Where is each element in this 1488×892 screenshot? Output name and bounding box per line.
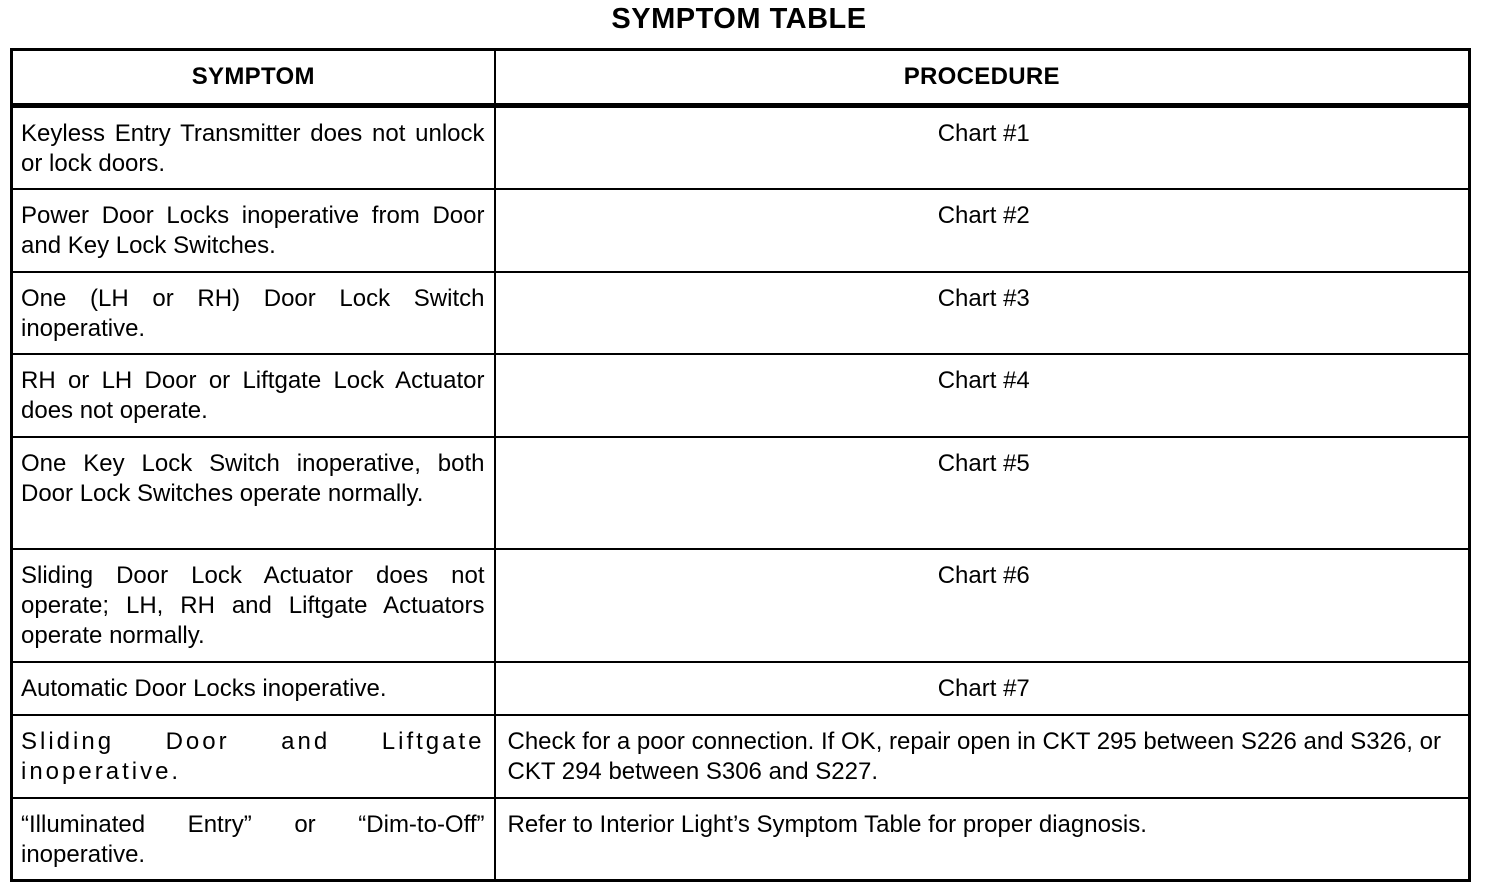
- table-row: [12, 437, 1470, 549]
- procedure-cell: Chart #7: [495, 662, 1470, 715]
- symptom-cell: “Illuminated Entry” or “Dim-to-Off” inoperative.: [12, 798, 495, 881]
- table-row: [12, 549, 1470, 662]
- procedure-cell: Check for a poor connection. If OK, repair open in CKT 295 between S226 and S326, or CKT 294 between S306 and S227.: [495, 715, 1470, 798]
- column-header-symptom: SYMPTOM: [12, 50, 495, 106]
- table-row: [12, 106, 1470, 189]
- procedure-cell: Chart #2: [495, 189, 1470, 272]
- table-row: [12, 354, 1470, 437]
- symptom-cell: Sliding Door Lock Actuator does not operate; LH, RH and Liftgate Actuators operate normally.: [12, 549, 495, 662]
- table-row: [12, 715, 1470, 798]
- table-row: [12, 798, 1470, 881]
- column-header-procedure: PROCEDURE: [495, 50, 1470, 106]
- procedure-cell: Chart #3: [495, 272, 1470, 354]
- procedure-cell: Refer to Interior Light’s Symptom Table for proper diagnosis.: [495, 798, 1470, 881]
- symptom-cell: Sliding Door and Liftgate inoperative.: [12, 715, 495, 798]
- procedure-cell: Chart #1: [495, 106, 1470, 189]
- symptom-cell: One (LH or RH) Door Lock Switch inoperative.: [12, 272, 495, 354]
- table-row: [12, 272, 1470, 354]
- procedure-cell: Chart #5: [495, 437, 1470, 549]
- symptom-cell: RH or LH Door or Liftgate Lock Actuator does not operate.: [12, 354, 495, 437]
- procedure-cell: Chart #4: [495, 354, 1470, 437]
- table-row: [12, 189, 1470, 272]
- table-row: [12, 662, 1470, 715]
- page-title: SYMPTOM TABLE: [611, 3, 867, 35]
- symptom-table: [10, 48, 1471, 882]
- symptom-cell: Power Door Locks inoperative from Door and Key Lock Switches.: [12, 189, 495, 272]
- procedure-cell: Chart #6: [495, 549, 1470, 662]
- symptom-cell: Automatic Door Locks inoperative.: [12, 662, 495, 715]
- symptom-cell: Keyless Entry Transmitter does not unlock or lock doors.: [12, 106, 495, 189]
- table-header-row: [12, 50, 1470, 106]
- symptom-cell: One Key Lock Switch inoperative, both Door Lock Switches operate normally.: [12, 437, 495, 549]
